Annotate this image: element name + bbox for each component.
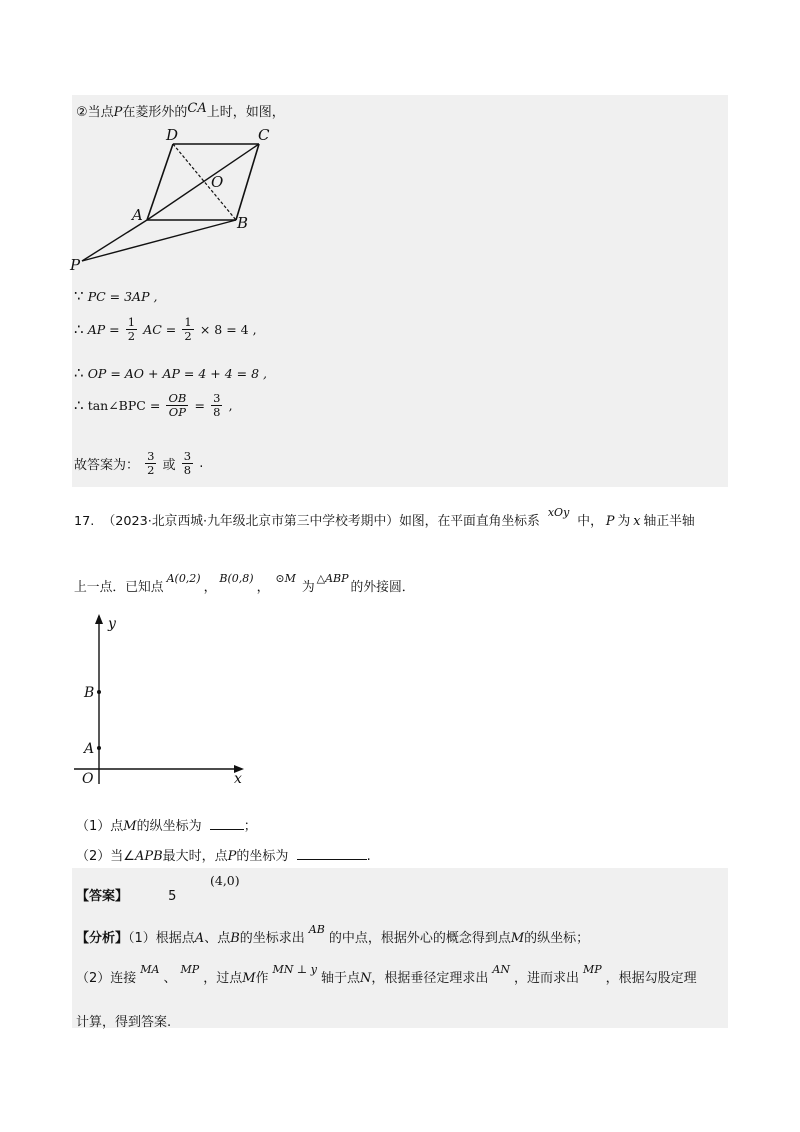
comma: ， — [256, 580, 270, 595]
q2-text-b: 最大时，点 — [162, 849, 228, 864]
fraction-three-halves: $\frac{3}{2}$ — [147, 449, 155, 477]
text-circumcircle: 的外接圆． — [350, 580, 415, 595]
label-c: C — [258, 126, 270, 144]
var-x: x — [633, 514, 641, 529]
answer-2-value: (4,0) — [210, 873, 240, 888]
step-2-right: × 8 = 4 , — [199, 322, 257, 337]
coord-system: xOy — [547, 506, 570, 519]
point-b-dot — [97, 690, 101, 694]
step-4-end: , — [228, 398, 233, 413]
segment-pb — [82, 220, 236, 261]
case-text-b: 在菱形外的 — [122, 105, 188, 120]
q2-text-c: 的坐标为 — [236, 849, 289, 864]
segment-pa — [82, 220, 147, 261]
q1-end: ； — [243, 819, 257, 834]
answer-or: 或 — [162, 458, 176, 473]
analysis2-text-c: ，过点 — [203, 971, 243, 986]
label-o: O — [211, 173, 224, 191]
answer-1-value: 5 — [168, 889, 177, 904]
case-line — [76, 101, 285, 120]
analysis2-perp: MN ⊥ y — [272, 963, 317, 976]
answer-end: . — [199, 456, 204, 471]
answer-label: 【答案】 — [76, 889, 129, 904]
problem-17-line-1 — [74, 506, 695, 529]
analysis1-text-c: 的坐标求出 — [239, 931, 305, 946]
fraction-three-eighths: $\frac{3}{8}$ — [213, 391, 221, 419]
therefore-symbol: ∴ — [74, 320, 84, 339]
analysis3-text: 计算，得到答案. — [76, 1015, 172, 1030]
answer-prefix: 故答案为： — [74, 458, 140, 473]
analysis2-var-n: N — [360, 971, 372, 986]
analysis2-text-f: ，根据垂径定理求出 — [371, 971, 489, 986]
analysis2-text-b: 、 — [163, 971, 177, 986]
analysis-label: 【分析】 — [76, 931, 129, 946]
label-a: A — [132, 206, 143, 224]
axis-label-a: A — [84, 741, 95, 757]
text-zhong: 中， — [577, 514, 603, 529]
answer-line — [76, 873, 240, 904]
final-answer-line — [74, 450, 203, 477]
analysis-line-2 — [76, 963, 697, 986]
label-d: D — [166, 126, 179, 144]
case-text-c: 上时，如图， — [206, 105, 285, 120]
problem-17-line-2 — [74, 572, 415, 595]
q1-text-b: 的纵坐标为 — [136, 819, 202, 834]
step-1-expr: PC = 3AP , — [87, 289, 158, 304]
q1-var-m: M — [123, 819, 137, 834]
analysis2-seg-mp-2: MP — [582, 963, 602, 976]
step-4 — [74, 392, 233, 419]
rhombus-figure — [60, 120, 290, 280]
analysis2-seg-mp: MP — [180, 963, 200, 976]
analysis2-text-a: （2）连接 — [76, 971, 137, 986]
question-1 — [76, 815, 257, 834]
circle-m: ⊙M — [275, 572, 296, 585]
label-p: P — [70, 256, 81, 274]
q2-end: . — [366, 849, 371, 864]
axis-label-o: O — [82, 771, 94, 787]
coordinate-axes-figure — [70, 612, 260, 797]
analysis1-text-a: （1）根据点 — [128, 931, 195, 946]
analysis1-seg-ab: AB — [308, 923, 325, 936]
analysis1-var-b: B — [230, 931, 240, 946]
analysis2-seg-ma: MA — [140, 963, 160, 976]
analysis2-text-h: ，根据勾股定理 — [605, 971, 697, 986]
label-b: B — [237, 214, 249, 232]
analysis1-var-a: A — [194, 931, 205, 946]
side-cb — [236, 144, 259, 220]
var-p: P — [605, 514, 615, 529]
step-2-mid: AC = — [143, 322, 177, 337]
step-2-left: AP = — [87, 322, 120, 337]
comma: ， — [203, 580, 217, 595]
analysis1-text-d: 的中点，根据外心的概念得到点 — [328, 931, 511, 946]
diagonal-db — [173, 144, 236, 220]
text-wei-2: 为 — [301, 580, 315, 595]
step-4-eq: = — [194, 398, 205, 413]
diagonal-ac — [147, 144, 259, 220]
point-b-coords: B(0,8) — [219, 572, 254, 585]
analysis2-var-m: M — [242, 971, 256, 986]
axis-label-b: B — [84, 685, 95, 701]
point-a-dot — [97, 746, 101, 750]
problem-source: （2023·北京西城·九年级北京市第三中学校考期中）如图，在平面直角坐标系 — [102, 514, 540, 529]
step-3 — [74, 364, 267, 382]
analysis1-text-e: 的纵坐标； — [524, 931, 590, 946]
side-da — [147, 144, 173, 220]
analysis2-seg-an: AN — [492, 963, 510, 976]
q2-angle-apb: APB — [134, 849, 163, 864]
y-axis-arrow-icon — [95, 614, 103, 624]
analysis2-text-d: 作 — [255, 971, 269, 986]
fraction-half-2: $\frac{1}{2}$ — [184, 315, 192, 343]
question-2 — [76, 845, 371, 864]
axis-label-x: x — [234, 771, 242, 787]
analysis2-text-g: ，进而求出 — [513, 971, 579, 986]
analysis2-text-e: 轴于点 — [320, 971, 360, 986]
q2-answer-blank[interactable] — [297, 847, 367, 860]
q1-answer-blank[interactable] — [210, 817, 244, 830]
step-3-expr: OP = AO + AP = 4 + 4 = 8 , — [87, 366, 267, 381]
text-wei: 为 — [617, 514, 631, 529]
q2-var-p: P — [227, 849, 237, 864]
analysis1-text-b: 、点 — [204, 931, 231, 946]
therefore-symbol: ∴ — [74, 396, 84, 415]
case-var-p: P — [113, 105, 123, 120]
fraction-ob-op: $\frac{OB}{OP}$ — [168, 391, 187, 419]
axis-label-y: y — [108, 616, 116, 632]
text-given-points: 上一点．已知点 — [74, 580, 164, 595]
case-seg-ca: CA — [187, 101, 207, 116]
point-a-coords: A(0,2) — [166, 572, 201, 585]
step-4-left: tan∠BPC = — [87, 398, 161, 413]
text-axis: 轴正半轴 — [643, 514, 695, 529]
analysis-line-1 — [76, 923, 590, 946]
problem-number: 17. — [74, 514, 95, 529]
triangle-abp: △ABP — [316, 572, 349, 585]
case-text-a: ②当点 — [76, 105, 114, 120]
fraction-three-eighths-answer: $\frac{3}{8}$ — [183, 449, 192, 477]
step-2 — [74, 316, 257, 343]
analysis-line-3 — [76, 1011, 171, 1030]
step-1 — [74, 287, 157, 305]
q1-text-a: （1）点 — [76, 819, 124, 834]
fraction-half-1: $\frac{1}{2}$ — [127, 315, 136, 343]
q2-text-a: （2）当∠ — [76, 849, 135, 864]
analysis1-var-m: M — [510, 931, 525, 946]
therefore-symbol: ∴ — [74, 364, 84, 382]
because-symbol: ∵ — [74, 287, 84, 305]
